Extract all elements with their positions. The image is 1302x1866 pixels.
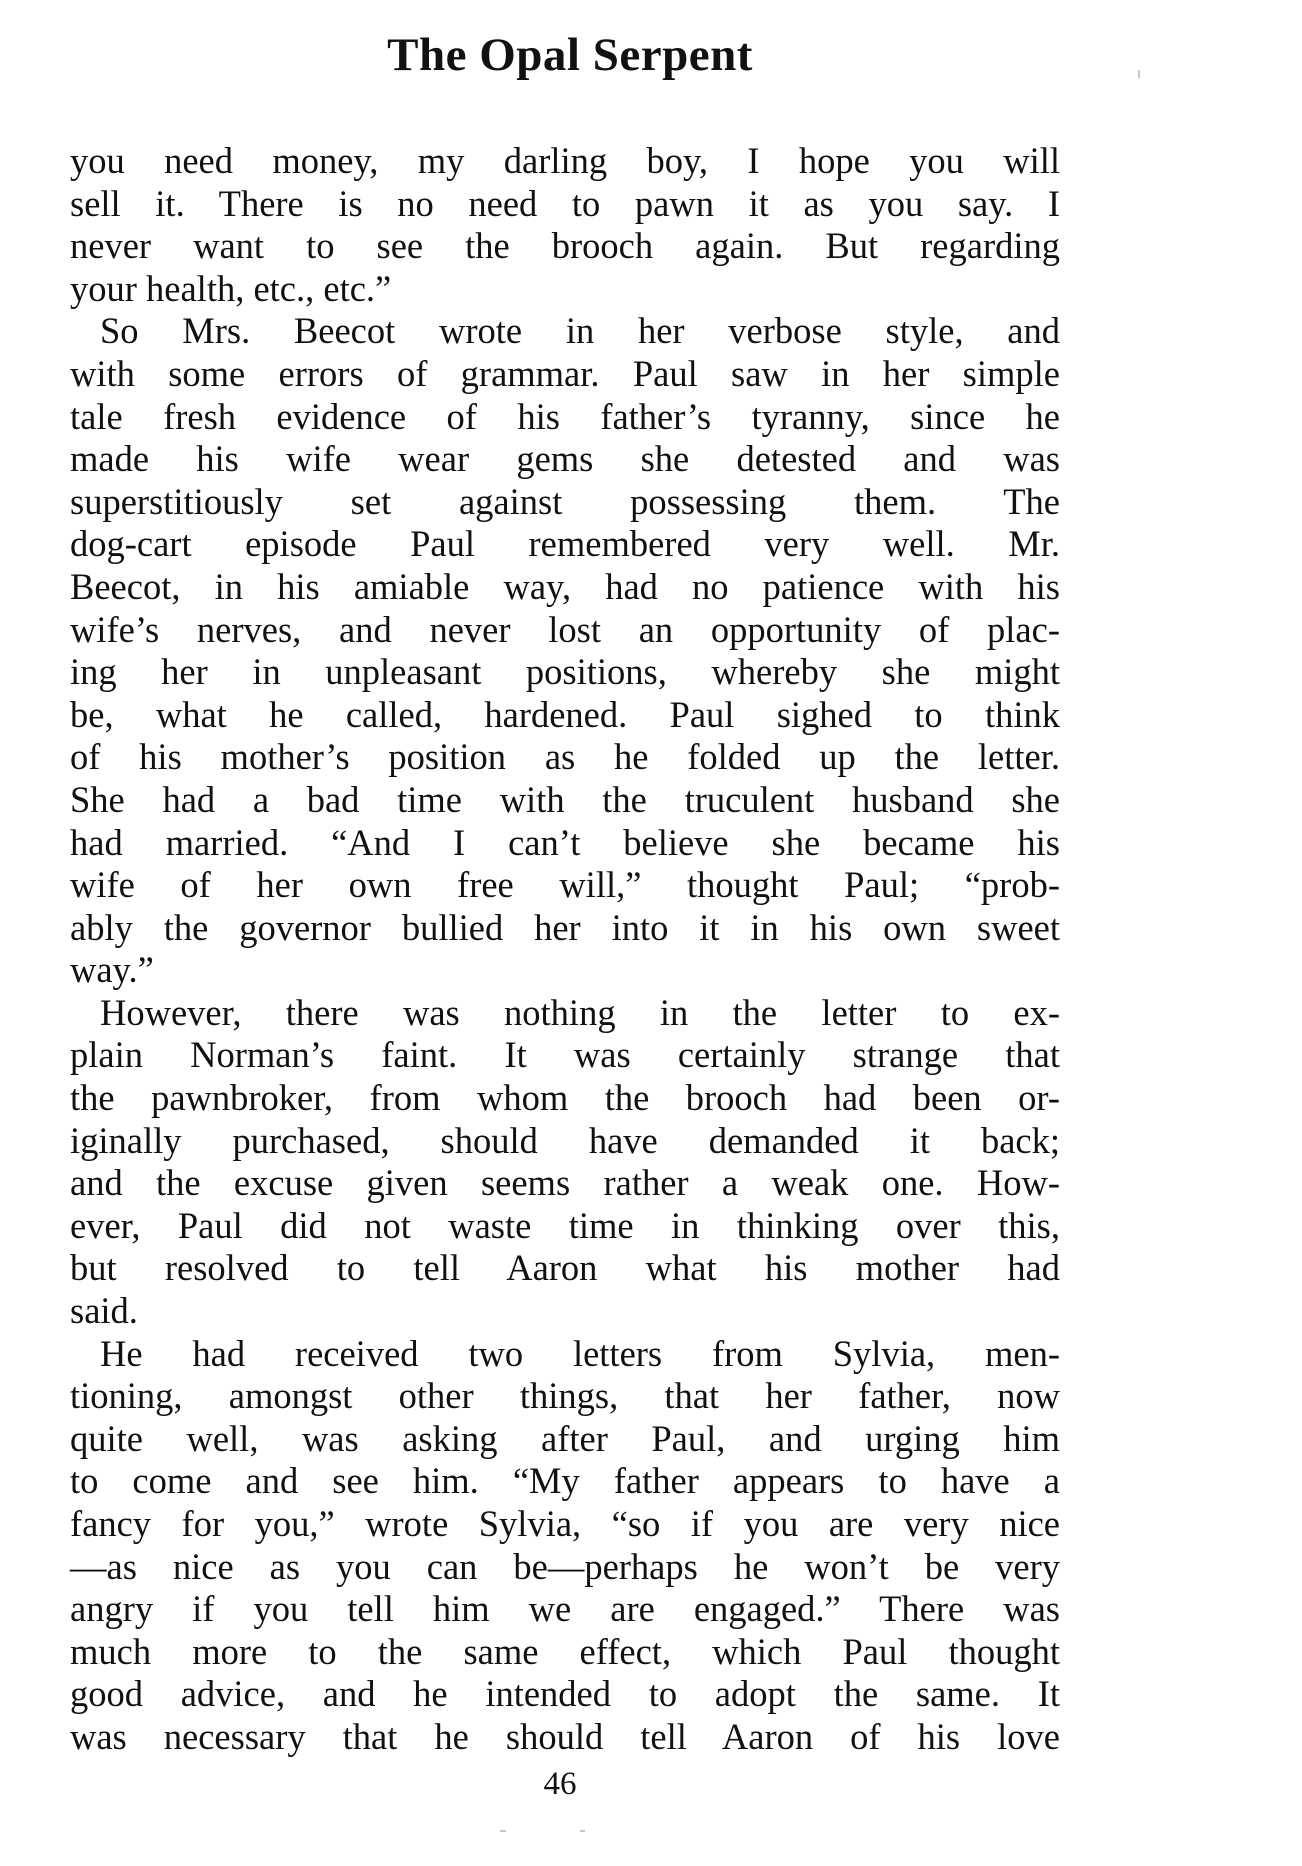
text-line: good advice, and he intended to adopt the same. It: [70, 1673, 1060, 1715]
scan-speck: [580, 1830, 585, 1832]
text-line: had married. “And I can’t believe she became his: [70, 821, 1060, 863]
text-line: wife of her own free will,” thought Paul; “prob-: [70, 864, 1060, 906]
page-number: 46: [543, 1766, 577, 1802]
text-line: and the excuse given seems rather a weak one. How-: [70, 1162, 1060, 1204]
text-line: the pawnbroker, from whom the brooch had been or-: [70, 1077, 1060, 1119]
text-line: ing her in unpleasant positions, whereby she might: [70, 651, 1060, 693]
text-line: —as nice as you can be—perhaps he won’t be very: [70, 1545, 1060, 1587]
text-line: your health, etc., etc.”: [70, 267, 392, 309]
text-line: fancy for you,” wrote Sylvia, “so if you are very nice: [70, 1503, 1060, 1544]
text-line: much more to the same effect, which Paul thought: [70, 1630, 1060, 1672]
text-line: sell it. There is no need to pawn it as you say. I: [70, 182, 1060, 224]
text-line: was necessary that he should tell Aaron of his love: [70, 1715, 1060, 1757]
text-line: ever, Paul did not waste time in thinking over this,: [70, 1204, 1060, 1246]
paragraph-start-line: He had received two letters from Sylvia, men-: [100, 1332, 1060, 1374]
text-line: to come and see him. “My father appears to have a: [70, 1460, 1060, 1502]
text-line: never want to see the brooch again. But regarding: [70, 225, 1060, 267]
text-line: quite well, was asking after Paul, and urging him: [70, 1417, 1060, 1459]
text-line: plain Norman’s faint. It was certainly strange that: [70, 1034, 1060, 1076]
text-line: said.: [70, 1290, 138, 1332]
paragraph-start-line: So Mrs. Beecot wrote in her verbose style, and: [100, 310, 1060, 352]
text-line: way.”: [70, 949, 154, 991]
text-line: angry if you tell him we are engaged.” There was: [70, 1588, 1060, 1630]
text-line: made his wife wear gems she detested and was: [70, 438, 1060, 480]
text-line: with some errors of grammar. Paul saw in her simple: [70, 352, 1060, 394]
text-line: She had a bad time with the truculent husband she: [70, 778, 1060, 820]
text-line: tioning, amongst other things, that her father, now: [70, 1375, 1060, 1417]
text-line: wife’s nerves, and never lost an opportunity of plac-: [70, 608, 1060, 650]
text-line: of his mother’s position as he folded up the letter.: [70, 736, 1060, 778]
scan-speck: [1138, 70, 1140, 78]
paragraph-start-line: However, there was nothing in the letter to ex-: [100, 991, 1060, 1033]
text-line: tale fresh evidence of his father’s tyranny, since he: [70, 395, 1060, 437]
text-line: ably the governor bullied her into it in his own sweet: [70, 906, 1060, 948]
scan-speck: [500, 1830, 506, 1832]
body-text: [70, 140, 1060, 1759]
text-line: but resolved to tell Aaron what his mother had: [70, 1247, 1060, 1289]
text-line: dog-cart episode Paul remembered very well. Mr.: [70, 523, 1060, 565]
text-line: Beecot, in his amiable way, had no patience with his: [70, 565, 1060, 607]
text-line: be, what he called, hardened. Paul sighed to think: [70, 693, 1060, 735]
running-title: The Opal Serpent: [387, 29, 753, 81]
text-line: you need money, my darling boy, I hope you will: [70, 140, 1060, 181]
text-line: superstitiously set against possessing them. The: [70, 480, 1060, 522]
text-line: iginally purchased, should have demanded it back;: [70, 1119, 1060, 1161]
